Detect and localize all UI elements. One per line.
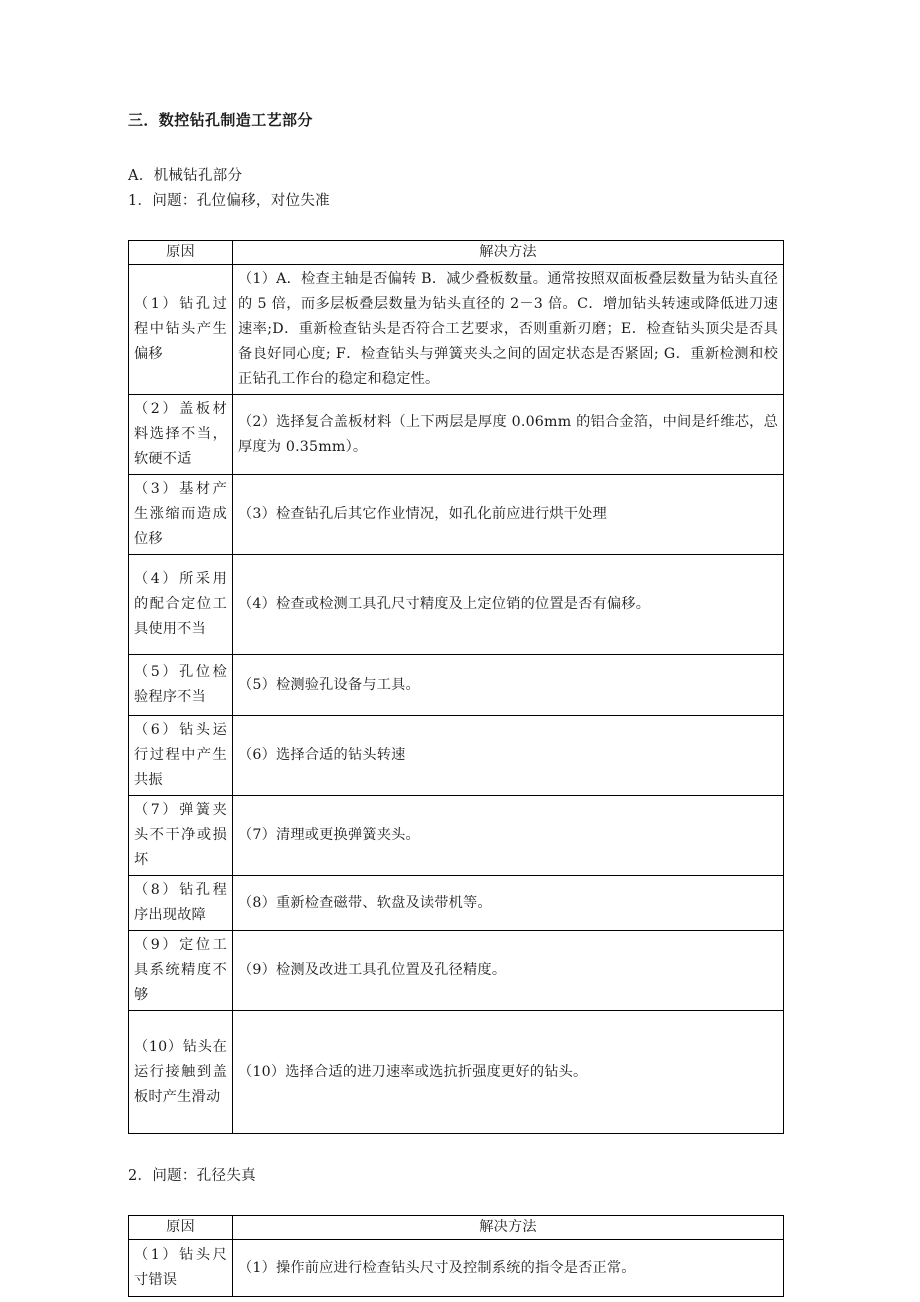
cell-solution: （4）检查或检测工具孔尺寸精度及上定位销的位置是否有偏移。 [233, 555, 784, 655]
cell-solution: （8）重新检查磁带、软盘及读带机等。 [233, 876, 784, 931]
cell-cause: （2）盖板材料选择不当，软硬不适 [129, 395, 233, 475]
table-row [129, 931, 784, 1011]
spacer-above-table-1 [128, 214, 783, 240]
cell-cause: （8）钻孔程序出现故障 [129, 876, 233, 931]
table-hole-diameter-distortion [128, 1215, 784, 1297]
cell-cause: （3）基材产生涨缩而造成位移 [129, 475, 233, 555]
cell-solution: （3）检查钻孔后其它作业情况，如孔化前应进行烘干处理 [233, 475, 784, 555]
spacer-below-table-1 [128, 1134, 783, 1164]
cell-cause: （6）钻头运行过程中产生共振 [129, 716, 233, 796]
table-row [129, 475, 784, 555]
section-heading: 三．数控钻孔制造工艺部分 [128, 111, 313, 129]
table-row [129, 1011, 784, 1134]
table-row [129, 265, 784, 395]
table-row [129, 555, 784, 655]
cell-solution: （2）选择复合盖板材料（上下两层是厚度 0.06mm 的铝合金箔，中间是纤维芯，总厚度为 0.35mm）。 [233, 395, 784, 475]
cell-cause: （10）钻头在运行接触到盖板时产生滑动 [129, 1011, 233, 1134]
table-header-row [129, 1216, 784, 1240]
cell-solution: （1）A．检查主轴是否偏转 B．减少叠板数量。通常按照双面板叠层数量为钻头直径的 5 倍，而多层板叠层数量为钻头直径的 2－3 倍。C．增加钻头转速或降低进刀速速率;D．重新检查钻头是否符合工艺要求，否则重新刃磨；E．检查钻头顶尖是否具备良好同心度; F．检查钻头与弹簧夹头之间的固定状态是否紧固; G．重新检测和校正钻孔工作台的稳定和稳定性。 [233, 265, 784, 395]
problem-2-label: 2．问题：孔径失真 [128, 1168, 256, 1184]
cell-cause: （4）所采用的配合定位工具使用不当 [129, 555, 233, 655]
table-row [129, 395, 784, 475]
header-cause: 原因 [129, 241, 233, 265]
cell-solution: （6）选择合适的钻头转速 [233, 716, 784, 796]
header-cause: 原因 [129, 1216, 233, 1240]
header-solution: 解决方法 [233, 241, 784, 265]
table-row [129, 716, 784, 796]
cell-cause: （1）钻头尺寸错误 [129, 1240, 233, 1297]
cell-cause: （9）定位工具系统精度不够 [129, 931, 233, 1011]
table-row [129, 1240, 784, 1297]
cell-cause: （7）弹簧夹头不干净或损坏 [129, 796, 233, 876]
table-row [129, 655, 784, 716]
table-row [129, 876, 784, 931]
table-header-row [129, 241, 784, 265]
cell-solution: （5）检测验孔设备与工具。 [233, 655, 784, 716]
table-row [129, 796, 784, 876]
header-solution: 解决方法 [233, 1216, 784, 1240]
cell-cause: （5）孔位检验程序不当 [129, 655, 233, 716]
cell-cause: （1）钻孔过程中钻头产生偏移 [129, 265, 233, 395]
cell-solution: （7）清理或更换弹簧夹头。 [233, 796, 784, 876]
table-hole-position-deviation [128, 240, 784, 1134]
cell-solution: （1）操作前应进行检查钻头尺寸及控制系统的指令是否正常。 [233, 1240, 784, 1297]
cell-solution: （10）选择合适的进刀速率或选抗折强度更好的钻头。 [233, 1011, 784, 1134]
subsection-label: A．机械钻孔部分 [128, 168, 243, 184]
problem-1-label: 1．问题：孔位偏移，对位失准 [128, 193, 330, 209]
cell-solution: （9）检测及改进工具孔位置及孔径精度。 [233, 931, 784, 1011]
document-content [128, 110, 783, 1297]
spacer-above-table-2 [128, 1189, 783, 1215]
